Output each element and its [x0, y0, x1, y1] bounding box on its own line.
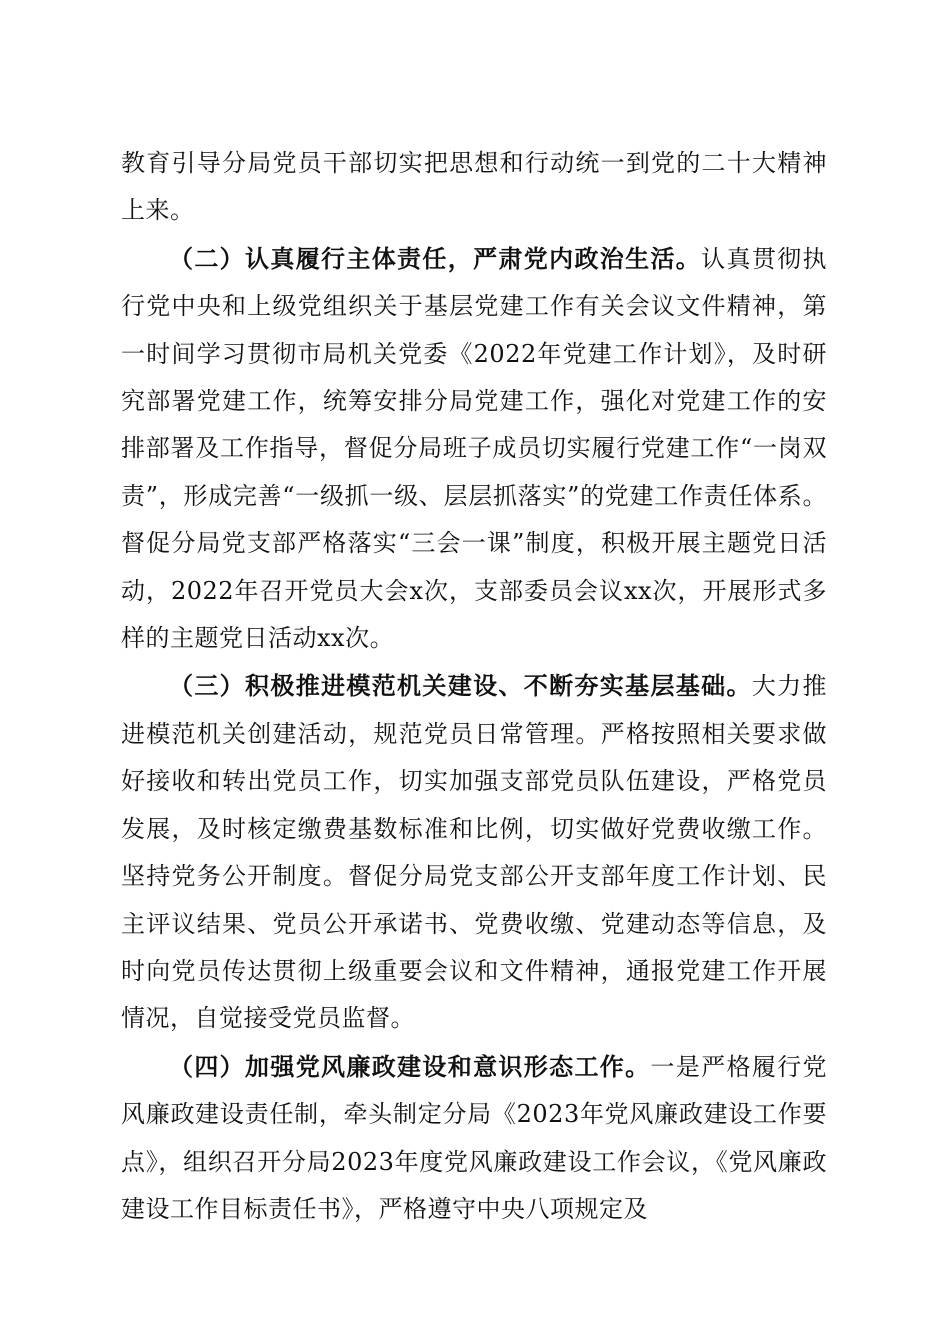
section-4-body: 一是严格履行党风廉政建设责任制，牵头制定分局《2023年党风廉政建设工作要点》，组织召开分局2023年度党风廉政建设工作会议，《党风廉政建设工作目标责任书》，严格遵守中央八项规定及	[121, 1052, 828, 1223]
section-2-heading: （二）认真履行主体责任，严肃党内政治生活。	[169, 243, 702, 273]
section-4-heading: （四）加强党风廉政建设和意识形态工作。	[169, 1051, 651, 1081]
section-3-heading: （三）积极推进模范机关建设、不断夯实基层基础。	[169, 671, 752, 701]
paragraph-continuation	[121, 140, 827, 235]
document-body	[121, 140, 827, 1233]
paragraph-section-3	[121, 662, 827, 1042]
paragraph-1-body: 教育引导分局党员干部切实把思想和行动统一到党的二十大精神上来。	[121, 149, 827, 225]
paragraph-section-2	[121, 235, 827, 663]
section-3-body: 大力推进模范机关创建活动，规范党员日常管理。严格按照相关要求做好接收和转出党员工作，切实加强支部党员队伍建设，严格党员发展，及时核定缴费基数标准和比例，切实做好党费收缴工作。坚持党务公开制度。督促分局党支部公开支部年度工作计划、民主评议结果、党员公开承诺书、党费收缴、党建动态等信息，及时向党员传达贯彻上级重要会议和文件精神，通报党建工作开展情况，自觉接受党员监督。	[121, 672, 828, 1033]
paragraph-section-4	[121, 1043, 827, 1234]
section-2-body: 认真贯彻执行党中央和上级党组织关于基层党建工作有关会议文件精神，第一时间学习贯彻市局机关党委《2022年党建工作计划》，及时研究部署党建工作，统筹安排分局党建工作，强化对党建工作的安排部署及工作指导，督促分局班子成员切实履行党建工作“一岗双责”，形成完善“一级抓一级、层层抓落实”的党建工作责任体系。督促分局党支部严格落实“三会一课”制度，积极开展主题党日活动，2022年召开党员大会x次，支部委员会议xx次，开展形式多样的主题党日活动xx次。	[121, 244, 828, 653]
